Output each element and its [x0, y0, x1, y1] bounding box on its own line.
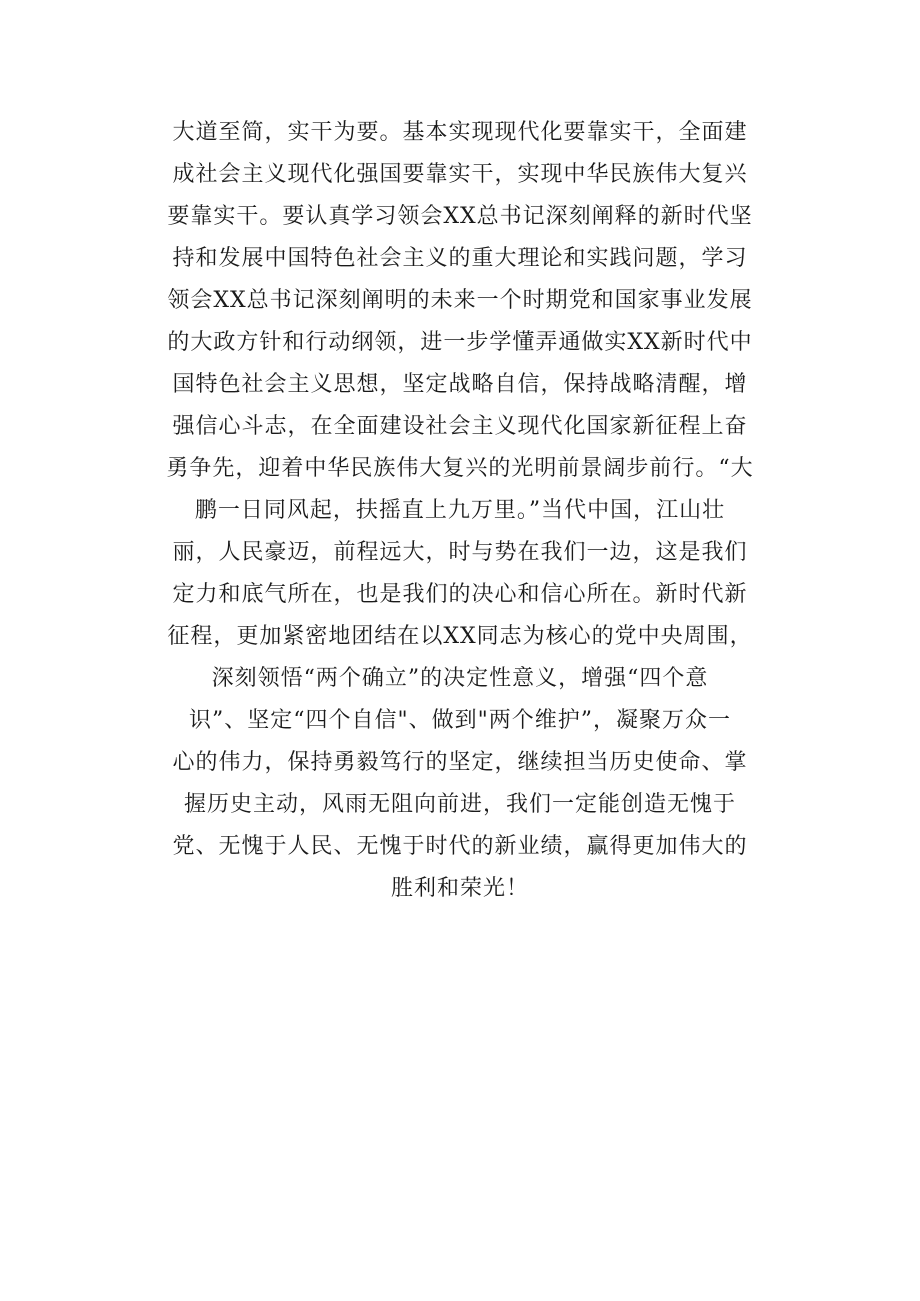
text-line: 丽，人民豪迈，前程远大，时与势在我们一边，这是我们 — [172, 540, 748, 565]
text-line: 成社会主义现代化强国要靠实干，实现中华民族伟大复兴 — [172, 162, 748, 187]
text-line: 党、无愧于人民、无愧于时代的新业绩，赢得更加伟大的 — [172, 834, 748, 859]
text-line: 深刻领悟“两个确立”的决定性意义，增强“四个意 — [211, 666, 709, 691]
text-line: 征程，更加紧密地团结在以XX同志为核心的党中央周围， — [167, 624, 753, 649]
text-line: 握历史主动，风雨无阻向前进，我们一定能创造无愧于 — [183, 792, 736, 817]
text-line: 定力和底气所在，也是我们的决心和信心所在。新时代新 — [172, 582, 748, 607]
text-line: 持和发展中国特色社会主义的重大理论和实践问题，学习 — [172, 246, 748, 271]
text-line: 强信心斗志，在全面建设社会主义现代化国家新征程上奋 — [172, 414, 748, 439]
text-line: 的大政方针和行动纲领，进一步学懂弄通做实XX新时代中 — [167, 330, 753, 355]
text-line: 要靠实干。要认真学习领会XX总书记深刻阐释的新时代坚 — [167, 204, 753, 229]
body-paragraph — [140, 112, 780, 910]
text-line: 心的伟力，保持勇毅笃行的坚定，继续担当历史使命、掌 — [172, 750, 748, 775]
text-line: 勇争先，迎着中华民族伟大复兴的光明前景阔步前行。“大 — [166, 456, 754, 481]
text-line: 鹏一日同风起，扶摇直上九万里。”当代中国，江山壮 — [194, 498, 726, 523]
text-line: 领会XX总书记深刻阐明的未来一个时期党和国家事业发展 — [167, 288, 753, 313]
text-line: 识”、坚定“四个自信"、做到"两个维护”，凝聚万众一 — [189, 708, 731, 733]
text-line: 胜利和荣光！ — [390, 876, 529, 901]
text-line: 国特色社会主义思想，坚定战略自信，保持战略清醒，增 — [172, 372, 748, 397]
text-line: 大道至简，实干为要。基本实现现代化要靠实干，全面建 — [172, 120, 748, 145]
